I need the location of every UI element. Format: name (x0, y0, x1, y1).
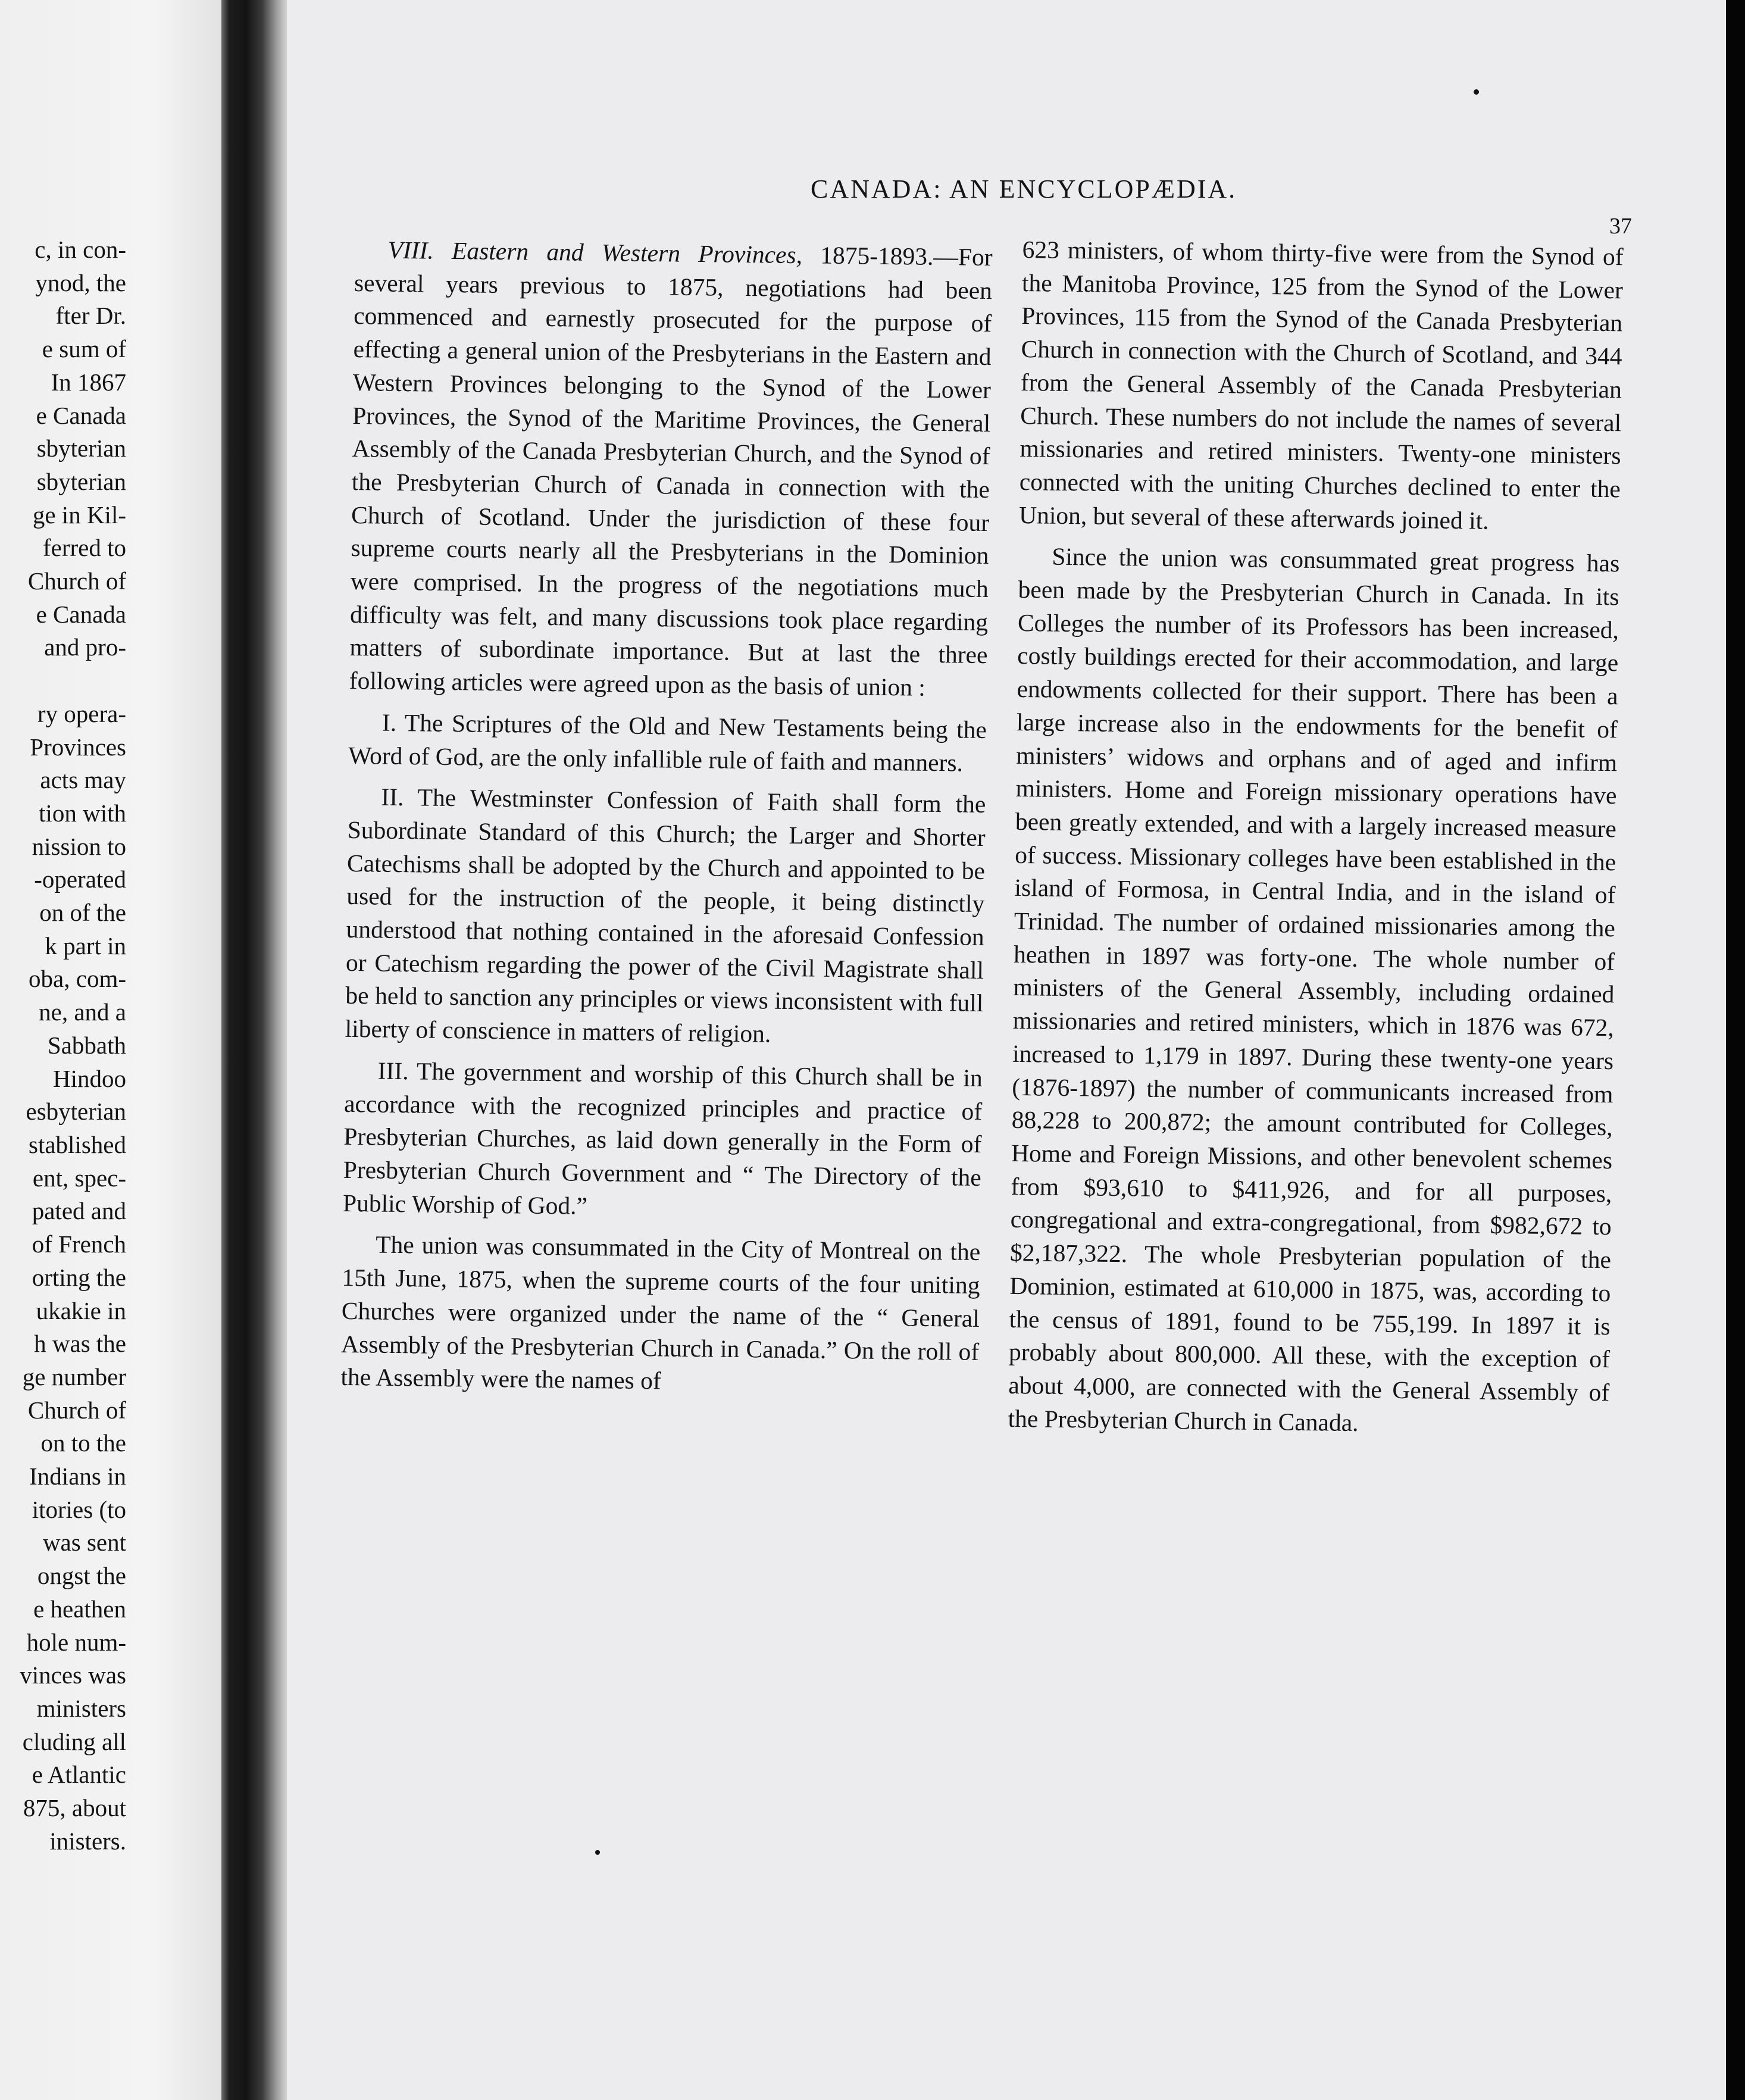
facing-page-line: Hindoo (53, 1064, 126, 1092)
scan-border (1726, 0, 1745, 2100)
facing-page-line: Provinces (30, 733, 126, 761)
facing-page-line: orting the (32, 1263, 126, 1291)
article-one: I. The Scriptures of the Old and New Testaments being the Word of God, are the only infallible rule of faith and manners. (348, 708, 987, 777)
facing-page-line: ferred to (43, 534, 126, 562)
facing-page-line: stablished (29, 1130, 126, 1158)
section-heading-paragraph (349, 233, 992, 705)
facing-page-line: fter Dr. (55, 302, 126, 330)
facing-page-line: cluding all (22, 1727, 126, 1755)
facing-page-line: of French (32, 1230, 126, 1258)
facing-page-line: -operated (34, 865, 126, 893)
right-column (1008, 233, 1624, 1443)
ministers-paragraph: 623 ministers, of whom thirty-five were from the Synod of the Manitoba Province, 125 from the Synod of the Lower Provinces, 115 from the Synod of the Canada Presbyterian Church in connection with the Church of Scotland, and 344 from the General Assembly of the Canada Presbyterian Church. These numbers do not include the names of several missionaries and retired ministers. Twenty-one ministers connected with the uniting Churches declined to enter the Union, but several of these afterwards joined it. (1018, 235, 1624, 535)
facing-page-line: acts may (40, 766, 126, 794)
facing-page-line: ry opera- (37, 699, 126, 727)
facing-page-line: vinces was (20, 1661, 126, 1689)
running-header: CANADA: AN ENCYCLOPÆDIA. (811, 174, 1237, 204)
facing-page-line: ukakie in (36, 1296, 126, 1324)
facing-page-line: e Atlantic (32, 1761, 126, 1789)
facing-page-line: ne, and a (39, 998, 126, 1026)
progress-paragraph: Since the union was consummated great progress has been made by the Presbyterian Church in Canada. In its Colleges the number of its Professors has been increased, costly buildings erected for their accommodation, and large endowments collected for their support. There has been a large increase also in the endowments for the benefit of ministers’ widows and orphans and of aged and infirm ministers. Home and Foreign missionary operations have been greatly extended, and with a largely increased measure of success. Missionary colleges have been established in the island of Formosa, in Central India, and in the island of Trinidad. The number of ordained missionaries among the heathen in 1897 was forty-one. The whole number of ministers of the General Assembly, including ordained missionaries and retired ministers, which in 1876 was 672, increased to 1,179 in 1897. During these twenty-one years (1876-1897) the number of communicants increased from 88,228 to 200,872; the amount contributed for Colleges, Home and Foreign Missions, and other benevolent schemes from $93,610 to $411,926, and for all purposes, congregational and extra-congregational, from $982,672 to $2,187,322. The whole Presbyterian population of the Dominion, estimated at 610,000 in 1875, was, according to the census of 1891, found to be 755,199. In 1897 it is probably about 800,000. All these, with the exception of about 4,000, are connected with the General Assembly of the Presbyterian Church in Canada. (1008, 542, 1620, 1436)
facing-page-line: Sabbath (47, 1031, 126, 1059)
section-years: 1875-1893. (820, 241, 934, 270)
facing-page-line: esbyterian (26, 1098, 126, 1126)
facing-page-line: ge number (22, 1362, 126, 1390)
article-three: III. The government and worship of this Church shall be in accordance with the recognized principles and practice of Presbyterian Churches, as laid down generally in the Form of Presbyterian Church Government and “ The Directory of the Public Worship of God.” (342, 1057, 983, 1220)
left-column (340, 233, 993, 1402)
scan-speck (1474, 89, 1479, 95)
facing-page-line: In 1867 (51, 368, 126, 396)
facing-page-line: Indians in (29, 1462, 126, 1490)
facing-page-line: sbyterian (36, 435, 126, 462)
facing-page-line: Church of (27, 567, 126, 595)
facing-page-line: pated and (32, 1197, 126, 1225)
facing-page-line: was sent (42, 1529, 126, 1557)
scan-speck (595, 1850, 600, 1855)
facing-page-line: sbyterian (36, 467, 126, 495)
facing-page-line: c, in con- (35, 236, 126, 263)
facing-page (0, 0, 221, 2100)
article-two: II. The Westminster Confession of Faith shall form the Subordinate Standard of this Church; the Larger and Shorter Catechisms shall be adopted by the Church and appointed to be used for the instruction of the people, it being distinctly understood that nothing contained in the aforesaid Confession or Catechism regarding the power of the Civil Magistrate shall be held to sanction any principles or views inconsistent with full liberty of conscience in matters of religion. (345, 783, 986, 1048)
section-heading: VIII. Eastern and Western Provinces, (387, 236, 803, 269)
facing-page-line: e heathen (33, 1595, 126, 1623)
facing-page-line: ministers (36, 1694, 126, 1722)
book-gutter-shadow (221, 0, 287, 2100)
facing-page-line: 875, about (23, 1794, 126, 1822)
facing-page-line: ynod, the (35, 268, 126, 296)
facing-page-line: itories (to (32, 1495, 126, 1523)
facing-page-line: on of the (39, 899, 126, 927)
facing-page-text-fragments (20, 233, 126, 1858)
facing-page-line: inisters. (49, 1827, 126, 1855)
facing-page-line: Church of (27, 1396, 126, 1424)
page-number: 37 (1609, 214, 1632, 239)
facing-page-line: nission to (32, 832, 126, 860)
facing-page-line: ge in Kil- (32, 501, 126, 529)
section-intro: —For several years previous to 1875, negotiations had been commenced and earnestly prosecuted for the purpose of effecting a general union of the Presbyterians in the Eastern and Western Provinces belonging to the Synod of the Lower Provinces, the Synod of the Maritime Provinces, the General Assembly of the Canada Presbyterian Church, and the Synod of the Presbyterian Church of Canada in connection with the Church of Scotland. Under the jurisdiction of these four supreme courts nearly all the Presbyterians in the Dominion were comprised. In the progress of the negotiations much difficulty was felt, and many discussions took place regarding matters of subordinate importance. But at last the three following articles were agreed upon as the basis of union : (349, 242, 993, 701)
facing-page-line: ongst the (37, 1562, 126, 1590)
facing-page-line: h was the (34, 1330, 126, 1358)
facing-page-line: e Canada (36, 600, 126, 628)
facing-page-line: hole num- (26, 1628, 126, 1656)
facing-page-line: on to the (40, 1429, 126, 1457)
facing-page-line: e Canada (36, 401, 126, 429)
union-paragraph: The union was consummated in the City of Montreal on the 15th June, 1875, when the supreme courts of the four uniting Churches were organized under the name of the “ General Assembly of the Presbyterian Church in Canada.” On the roll of the Assembly were the names of (340, 1230, 981, 1395)
facing-page-line: and pro- (44, 633, 126, 661)
facing-page-line: e sum of (42, 335, 126, 363)
facing-page-line: tion with (39, 799, 126, 827)
facing-page-line: ent, spec- (32, 1164, 126, 1192)
facing-page-line: k part in (45, 932, 126, 960)
facing-page-line: oba, com- (29, 965, 126, 993)
facing-page-line (20, 664, 126, 698)
